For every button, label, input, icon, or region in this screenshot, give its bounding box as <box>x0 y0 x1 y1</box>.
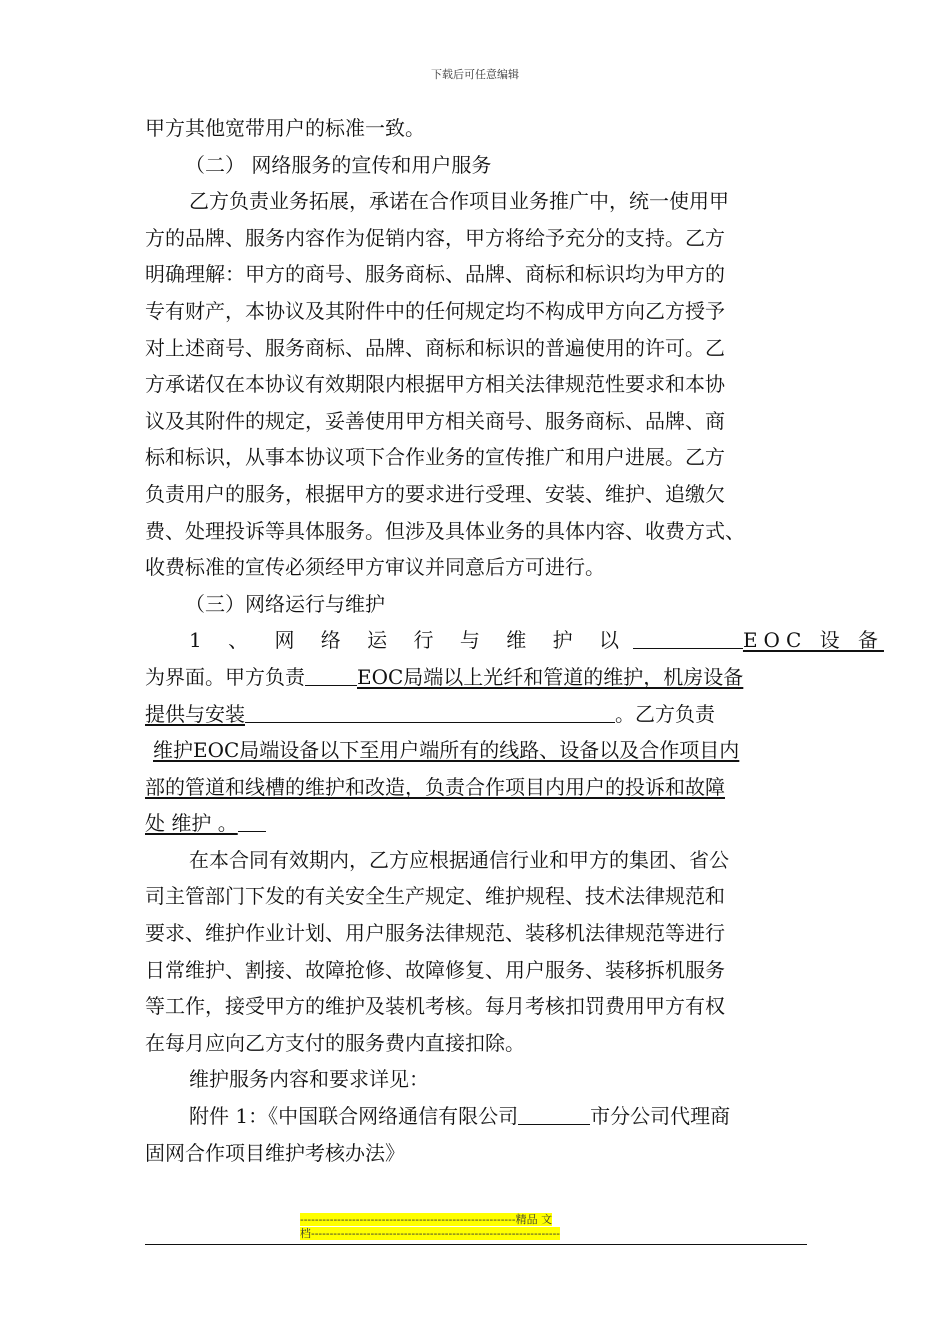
underline-blank <box>245 700 615 723</box>
paragraph-line: 维护服务内容和要求详见： <box>189 1067 429 1092</box>
paragraph-line: 收费标准的宣传必须经甲方审议并同意后方可进行。 <box>145 555 605 580</box>
paragraph-line: 日常维护、割接、故障抢修、故障修复、用户服务、装移拆机服务 <box>145 957 725 982</box>
paragraph-line: 在每月应向乙方支付的服务费内直接扣除。 <box>145 1030 525 1055</box>
document-body <box>145 110 884 1171</box>
underlined-text: 处 维护 。 <box>145 811 238 836</box>
paragraph-line: 明确理解：甲方的商号、服务商标、品牌、商标和标识均为甲方的 <box>145 262 725 287</box>
underlined-text: 提供与安装 <box>145 701 245 726</box>
paragraph-line: 维护EOC局端设备以下至用户端所有的线路、设备以及合作项目内 <box>153 738 740 763</box>
paragraph-line: 方的品牌、服务内容作为促销内容，甲方将给予充分的支持。乙方 <box>145 225 725 250</box>
paragraph-line: 在本合同有效期内，乙方应根据通信行业和甲方的集团、省公 <box>189 847 729 872</box>
paragraph-line: 要求、维护作业计划、用户服务法律规范、装移机法律规范等进行 <box>145 921 725 946</box>
paragraph-line <box>145 622 884 659</box>
paragraph-line <box>145 805 807 842</box>
paragraph-line: 费、处理投诉等具体服务。但涉及具体业务的具体内容、收费方式、 <box>145 518 745 543</box>
page-header: 下载后可任意编辑 <box>431 68 519 81</box>
underlined-text: EOC 设 备 <box>742 628 884 653</box>
paragraph-line <box>145 1098 807 1135</box>
paragraph-line: 部的管道和线槽的维护和改造，负责合作项目内用户的投诉和故障 <box>145 774 725 799</box>
underlined-text: EOC局端以上光纤和管道的维护，机房设备 <box>357 664 744 689</box>
paragraph-line: 方承诺仅在本协议有效期限内根据甲方相关法律规范性要求和本协 <box>145 372 725 397</box>
underline-blank <box>518 1102 590 1125</box>
paragraph-line: 等工作，接受甲方的维护及装机考核。每月考核扣罚费用甲方有权 <box>145 994 725 1019</box>
paragraph-line <box>145 696 807 733</box>
underline-blank <box>238 809 266 832</box>
footer-line-2: 档------------------------------------------------------------------- <box>300 1227 561 1240</box>
section-heading: （三）网络运行与维护 <box>185 591 385 616</box>
line-text: 1 、 网 络 运 行 与 维 护 以 <box>189 628 629 653</box>
line-text: 附件 1：《中国联合网络通信有限公司 <box>189 1104 519 1129</box>
underline-blank <box>633 626 743 649</box>
section-heading: （二） 网络服务的宣传和用户服务 <box>185 152 492 177</box>
paragraph-line: 甲方其他宽带用户的标准一致。 <box>145 116 425 140</box>
paragraph-line: 乙方负责业务拓展，承诺在合作项目业务推广中，统一使用甲 <box>189 189 729 214</box>
footer-line-1: ----------------------------------------------------------精品 文 <box>300 1213 553 1226</box>
underline-blank <box>305 663 357 686</box>
paragraph-line: 专有财产，本协议及其附件中的任何规定均不构成甲方向乙方授予 <box>145 298 725 323</box>
paragraph-line: 司主管部门下发的有关安全生产规定、维护规程、技术法律规范和 <box>145 884 725 909</box>
footer-watermark <box>300 1213 650 1241</box>
paragraph-line: 固网合作项目维护考核办法》 <box>145 1140 405 1165</box>
paragraph-line: 议及其附件的规定，妥善使用甲方相关商号、服务商标、品牌、商 <box>145 408 725 433</box>
paragraph-line <box>145 659 807 696</box>
line-text: 市分公司代理商 <box>590 1104 731 1129</box>
footer-divider <box>145 1244 807 1245</box>
paragraph-line: 对上述商号、服务商标、品牌、商标和标识的普遍使用的许可。乙 <box>145 335 725 360</box>
line-text: 为界面。甲方负责 <box>145 664 305 689</box>
paragraph-line: 负责用户的服务，根据甲方的要求进行受理、安装、维护、追缴欠 <box>145 481 725 506</box>
paragraph-line: 标和标识，从事本协议项下合作业务的宣传推广和用户进展。乙方 <box>145 445 725 470</box>
line-text: 。乙方负责 <box>615 701 715 726</box>
